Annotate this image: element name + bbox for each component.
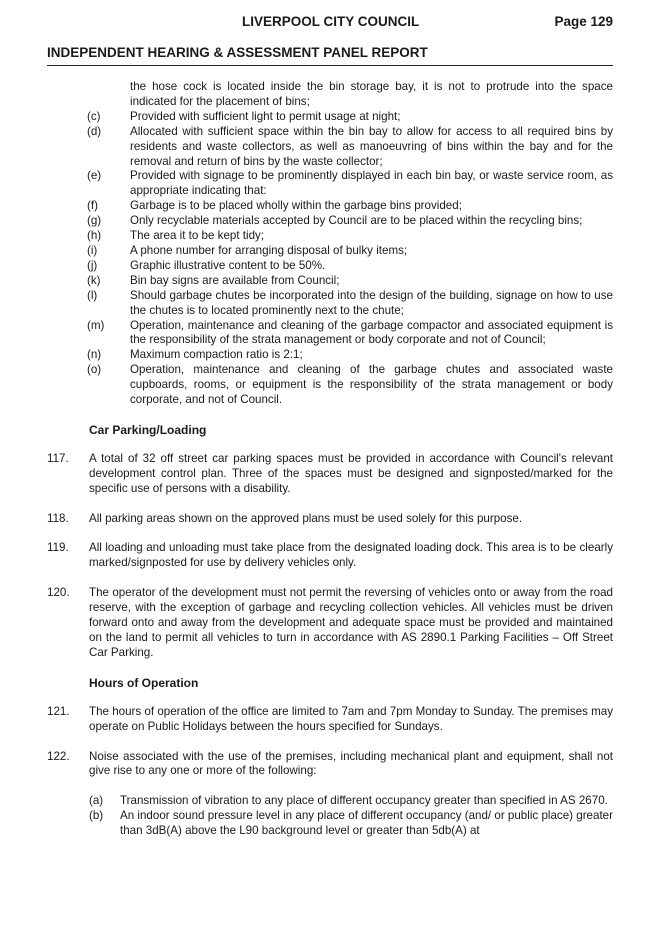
list-item: (f) Garbage is to be placed wholly within the garbage bins provided; [87, 199, 462, 213]
council-name: LIVERPOOL CITY COUNCIL [242, 14, 420, 29]
condition-item: 121. The hours of operation of the office are limited to 7am and 7pm Monday to Sunday. The premises may operate on Public Holidays between the hours specified for Sundays. [47, 704, 613, 733]
section-heading-hours: Hours of Operation [89, 675, 199, 690]
list-item: (j) Graphic illustrative content to be 50%. [87, 258, 326, 272]
list-item: (n) Maximum compaction ratio is 2:1; [87, 348, 303, 362]
condition-item: 118. All parking areas shown on the approved plans must be used solely for this purpose. [47, 511, 523, 525]
section-heading-car-parking: Car Parking/Loading [89, 422, 207, 437]
lettered-list [47, 110, 613, 408]
condition-item: 122. Noise associated with the use of the premises, including mechanical plant and equipment, shall not give rise to any one or more of the following: [47, 749, 613, 778]
sub-item: (b) An indoor sound pressure level in any place of different occupancy (and/ or public place) greater than 3dB(A) above the L90 background level or greater than 5db(A) at [89, 809, 613, 838]
page-number: Page 129 [554, 14, 613, 29]
list-item: (d) Allocated with sufficient space within the bin bay to allow for access to all required bins by residents and waste collectors, as well as manoeuvring of bins within the bay and for the removal and return of bins by the waste collector; [87, 124, 613, 168]
list-item: (g) Only recyclable materials accepted by Council are to be placed within the recycling bins; [87, 214, 583, 228]
list-item: (e) Provided with signage to be prominently displayed in each bin bay, or waste service room, as appropriate indicating that: [87, 169, 613, 198]
list-item: (k) Bin bay signs are available from Council; [87, 273, 340, 287]
list-item: (l) Should garbage chutes be incorporated into the design of the building, signage on how to use the chutes is to located prominently next to the chute; [87, 288, 613, 317]
condition-item: 119. All loading and unloading must take place from the designated loading dock. This area is to be clearly marked/signposted for use by delivery vehicles only. [47, 541, 613, 570]
list-item: (h) The area it to be kept tidy; [87, 229, 265, 243]
header-rule [47, 65, 613, 66]
continuation-text: the hose cock is located inside the bin storage bay, it is not to protrude into the space indicated for the placement of bins; [130, 80, 613, 108]
sub-item: (a) Transmission of vibration to any place of different occupancy greater than specified in AS 2670. [89, 794, 608, 808]
report-title: INDEPENDENT HEARING & ASSESSMENT PANEL REPORT [47, 45, 428, 60]
list-item: (i) A phone number for arranging disposal of bulky items; [87, 243, 408, 257]
list-item: (m) Operation, maintenance and cleaning of the garbage compactor and associated equipment is the responsibility of the strata management or body corporate and not of Council; [87, 318, 613, 347]
list-item: (o) Operation, maintenance and cleaning of the garbage chutes and associated waste cupboards, rooms, or equipment is the responsibility of the strata management or body corporate, and not of Council. [87, 363, 613, 407]
document-body [47, 80, 613, 839]
condition-item: 120. The operator of the development must not permit the reversing of vehicles onto or away from the road reserve, with the exception of garbage and recycling collection vehicles. All vehicles must be driven forward onto and away from the development and adequate space must be provided and maintained on the land to permit all vehicles to turn in accordance with AS 2890.1 Parking Facilities – Off Street Car Parking. [47, 586, 613, 659]
condition-item: 117. A total of 32 off street car parking spaces must be provided in accordance with Council's relevant development control plan. Three of the spaces must be designed and signposted/marked for the specific use of persons with a disability. [47, 451, 613, 495]
list-item: (c) Provided with sufficient light to permit usage at night; [87, 109, 401, 123]
